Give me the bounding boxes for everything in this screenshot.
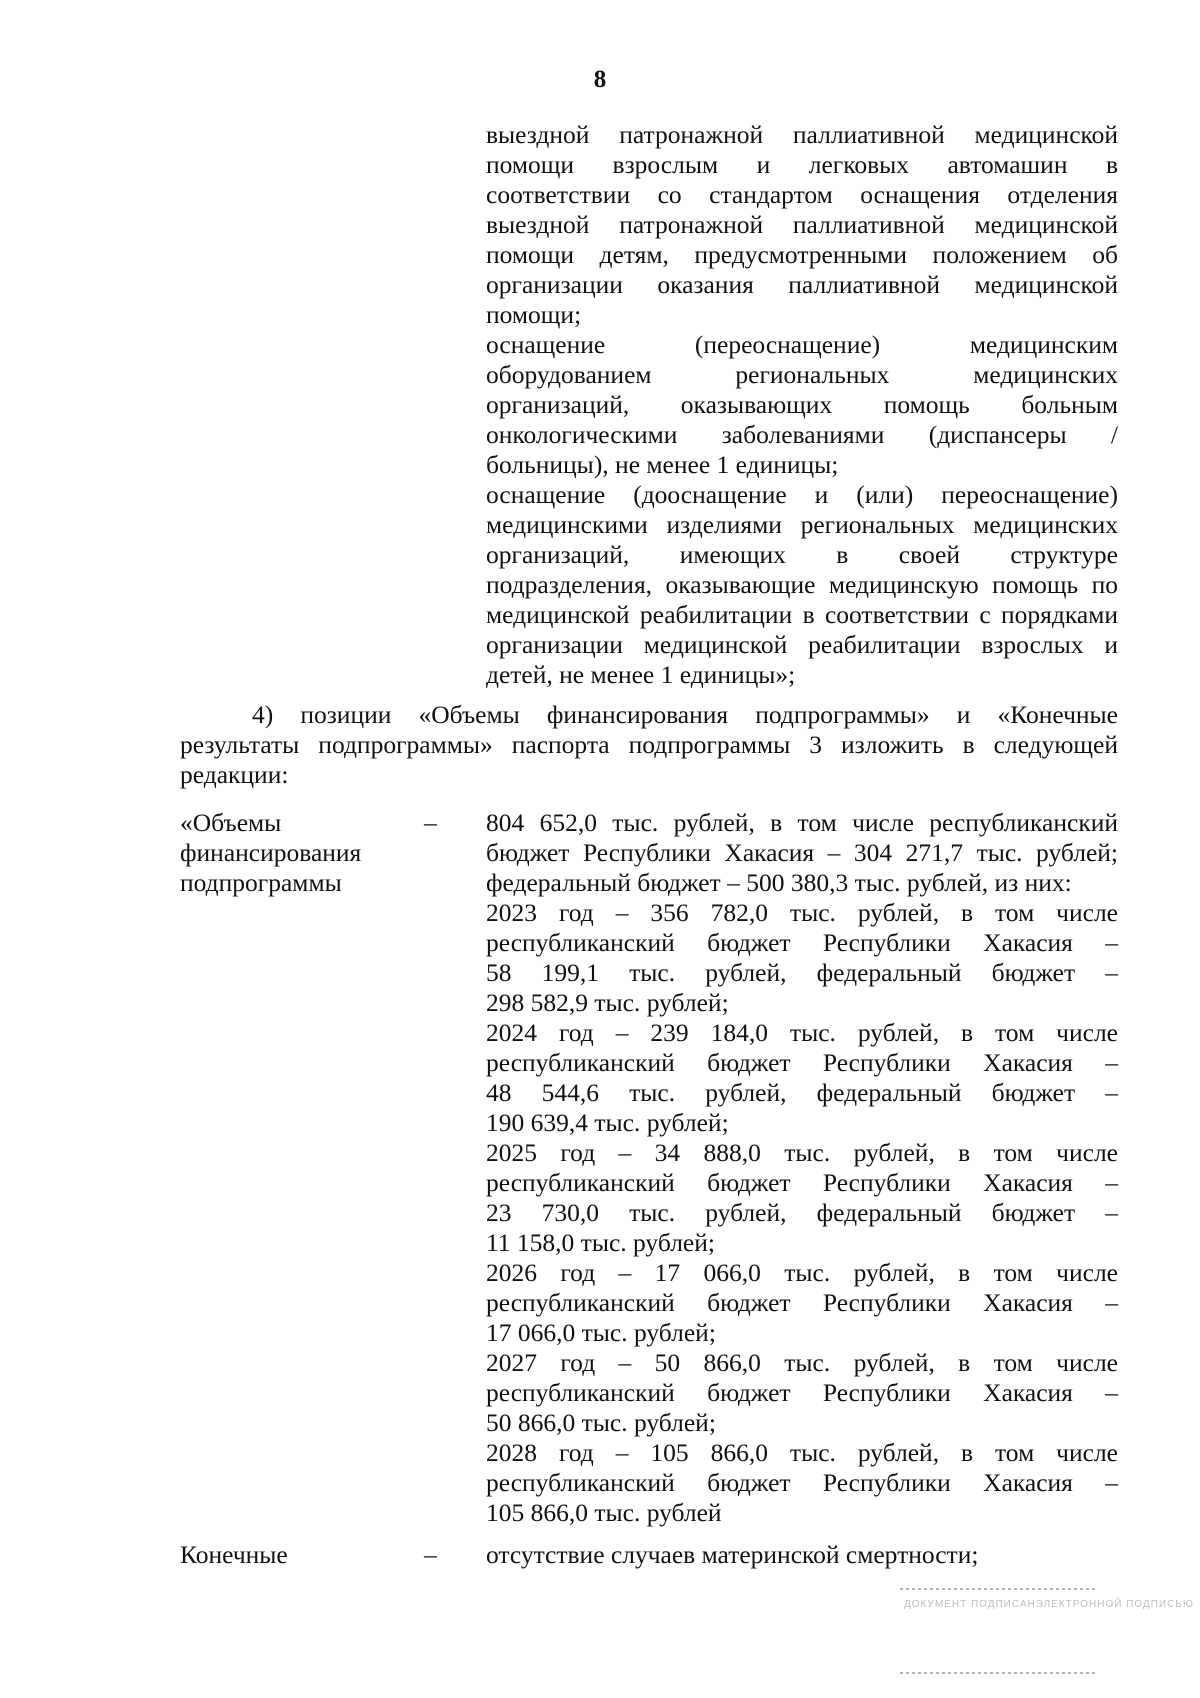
value-line: республиканский бюджет Республики Хакасия – <box>486 1468 1118 1497</box>
value-line: 58 199,1 тыс. рублей, федеральный бюджет – <box>486 958 1118 987</box>
text-line: больницы), не менее 1 единицы; <box>486 450 839 479</box>
electronic-signature-stamp <box>896 1584 1194 1680</box>
funding-value <box>486 808 1118 1528</box>
text-line: помощи детям, предусмотренными положением об <box>486 240 1118 269</box>
text-line: соответствии со стандартом оснащения отделения <box>486 180 1118 209</box>
page-number: 8 <box>593 66 607 93</box>
value-line: 2028 год – 105 866,0 тыс. рублей, в том числе <box>486 1438 1118 1467</box>
text-line: организаций, имеющих в своей структуре <box>486 540 1118 569</box>
stamp-line: ДОКУМЕНТ ПОДПИСАН <box>904 1599 1036 1610</box>
value-line: 2025 год – 34 888,0 тыс. рублей, в том числе <box>486 1138 1118 1167</box>
text-line: организации оказания паллиативной медицинской <box>486 270 1118 299</box>
value-line: республиканский бюджет Республики Хакасия – <box>486 1378 1118 1407</box>
label-line: «Объемы <box>180 808 282 837</box>
value-line: 105 866,0 тыс. рублей <box>486 1498 722 1527</box>
text-line: детей, не менее 1 единицы»; <box>486 660 796 689</box>
value-line: отсутствие случаев материнской смертности; <box>486 1540 979 1569</box>
text-line: выездной патронажной паллиативной медицинской <box>486 120 1118 149</box>
stamp-text <box>904 1598 1194 1612</box>
stamp-line: ЭЛЕКТРОННОЙ ПОДПИСЬЮ <box>1035 1599 1194 1610</box>
text-line: организаций, оказывающих помощь больным <box>486 390 1118 419</box>
label-line: Конечные <box>180 1540 288 1569</box>
value-line: 298 582,9 тыс. рублей; <box>486 988 729 1017</box>
text-line: организации медицинской реабилитации взрослых и <box>486 630 1118 659</box>
text-line: оборудованием региональных медицинских <box>486 360 1118 389</box>
text-line: медицинскими изделиями региональных медицинских <box>486 510 1118 539</box>
value-line: бюджет Республики Хакасия – 304 271,7 тыс. рублей; <box>486 838 1118 867</box>
value-line: 2027 год – 50 866,0 тыс. рублей, в том числе <box>486 1348 1118 1377</box>
value-line: 48 544,6 тыс. рублей, федеральный бюджет – <box>486 1078 1118 1107</box>
text-line: 4) позиции «Объемы финансирования подпрограммы» и «Конечные <box>252 700 1118 729</box>
value-line: 804 652,0 тыс. рублей, в том числе республиканский <box>486 808 1118 837</box>
value-line: республиканский бюджет Республики Хакасия – <box>486 928 1118 957</box>
results-dash: – <box>424 1540 437 1569</box>
value-line: 23 730,0 тыс. рублей, федеральный бюджет – <box>486 1198 1118 1227</box>
value-line: федеральный бюджет – 500 380,3 тыс. рублей, из них: <box>486 868 1072 897</box>
text-line: медицинской реабилитации в соответствии с порядками <box>486 600 1118 629</box>
text-line: выездной патронажной паллиативной медицинской <box>486 210 1118 239</box>
value-line: 50 866,0 тыс. рублей; <box>486 1408 716 1437</box>
value-line: 17 066,0 тыс. рублей; <box>486 1318 716 1347</box>
funding-dash: – <box>424 808 437 837</box>
text-line: оснащение (переоснащение) медицинским <box>486 330 1118 359</box>
value-line: 2023 год – 356 782,0 тыс. рублей, в том числе <box>486 898 1118 927</box>
text-line: редакции: <box>180 760 289 789</box>
label-line: финансирования <box>180 838 362 867</box>
results-label <box>180 1540 420 1570</box>
label-line: подпрограммы <box>180 868 342 897</box>
continuation-text <box>486 120 1118 690</box>
value-line: республиканский бюджет Республики Хакасия – <box>486 1288 1118 1317</box>
text-line: помощи взрослым и легковых автомашин в <box>486 150 1118 179</box>
text-line: результаты подпрограммы» паспорта подпрограммы 3 изложить в следующей <box>180 730 1118 759</box>
text-line: оснащение (дооснащение и (или) переоснащение) <box>486 480 1118 509</box>
text-line: онкологическими заболеваниями (диспансеры / <box>486 420 1118 449</box>
text-line: помощи; <box>486 300 582 329</box>
value-line: 2026 год – 17 066,0 тыс. рублей, в том числе <box>486 1258 1118 1287</box>
value-line: республиканский бюджет Республики Хакасия – <box>486 1168 1118 1197</box>
funding-label <box>180 808 420 898</box>
paragraph-4 <box>180 700 1118 790</box>
value-line: 190 639,4 тыс. рублей; <box>486 1108 729 1137</box>
value-line: 11 158,0 тыс. рублей; <box>486 1228 715 1257</box>
value-line: республиканский бюджет Республики Хакасия – <box>486 1048 1118 1077</box>
text-line: подразделения, оказывающие медицинскую помощь по <box>486 570 1118 599</box>
results-value <box>486 1540 1118 1570</box>
value-line: 2024 год – 239 184,0 тыс. рублей, в том числе <box>486 1018 1118 1047</box>
